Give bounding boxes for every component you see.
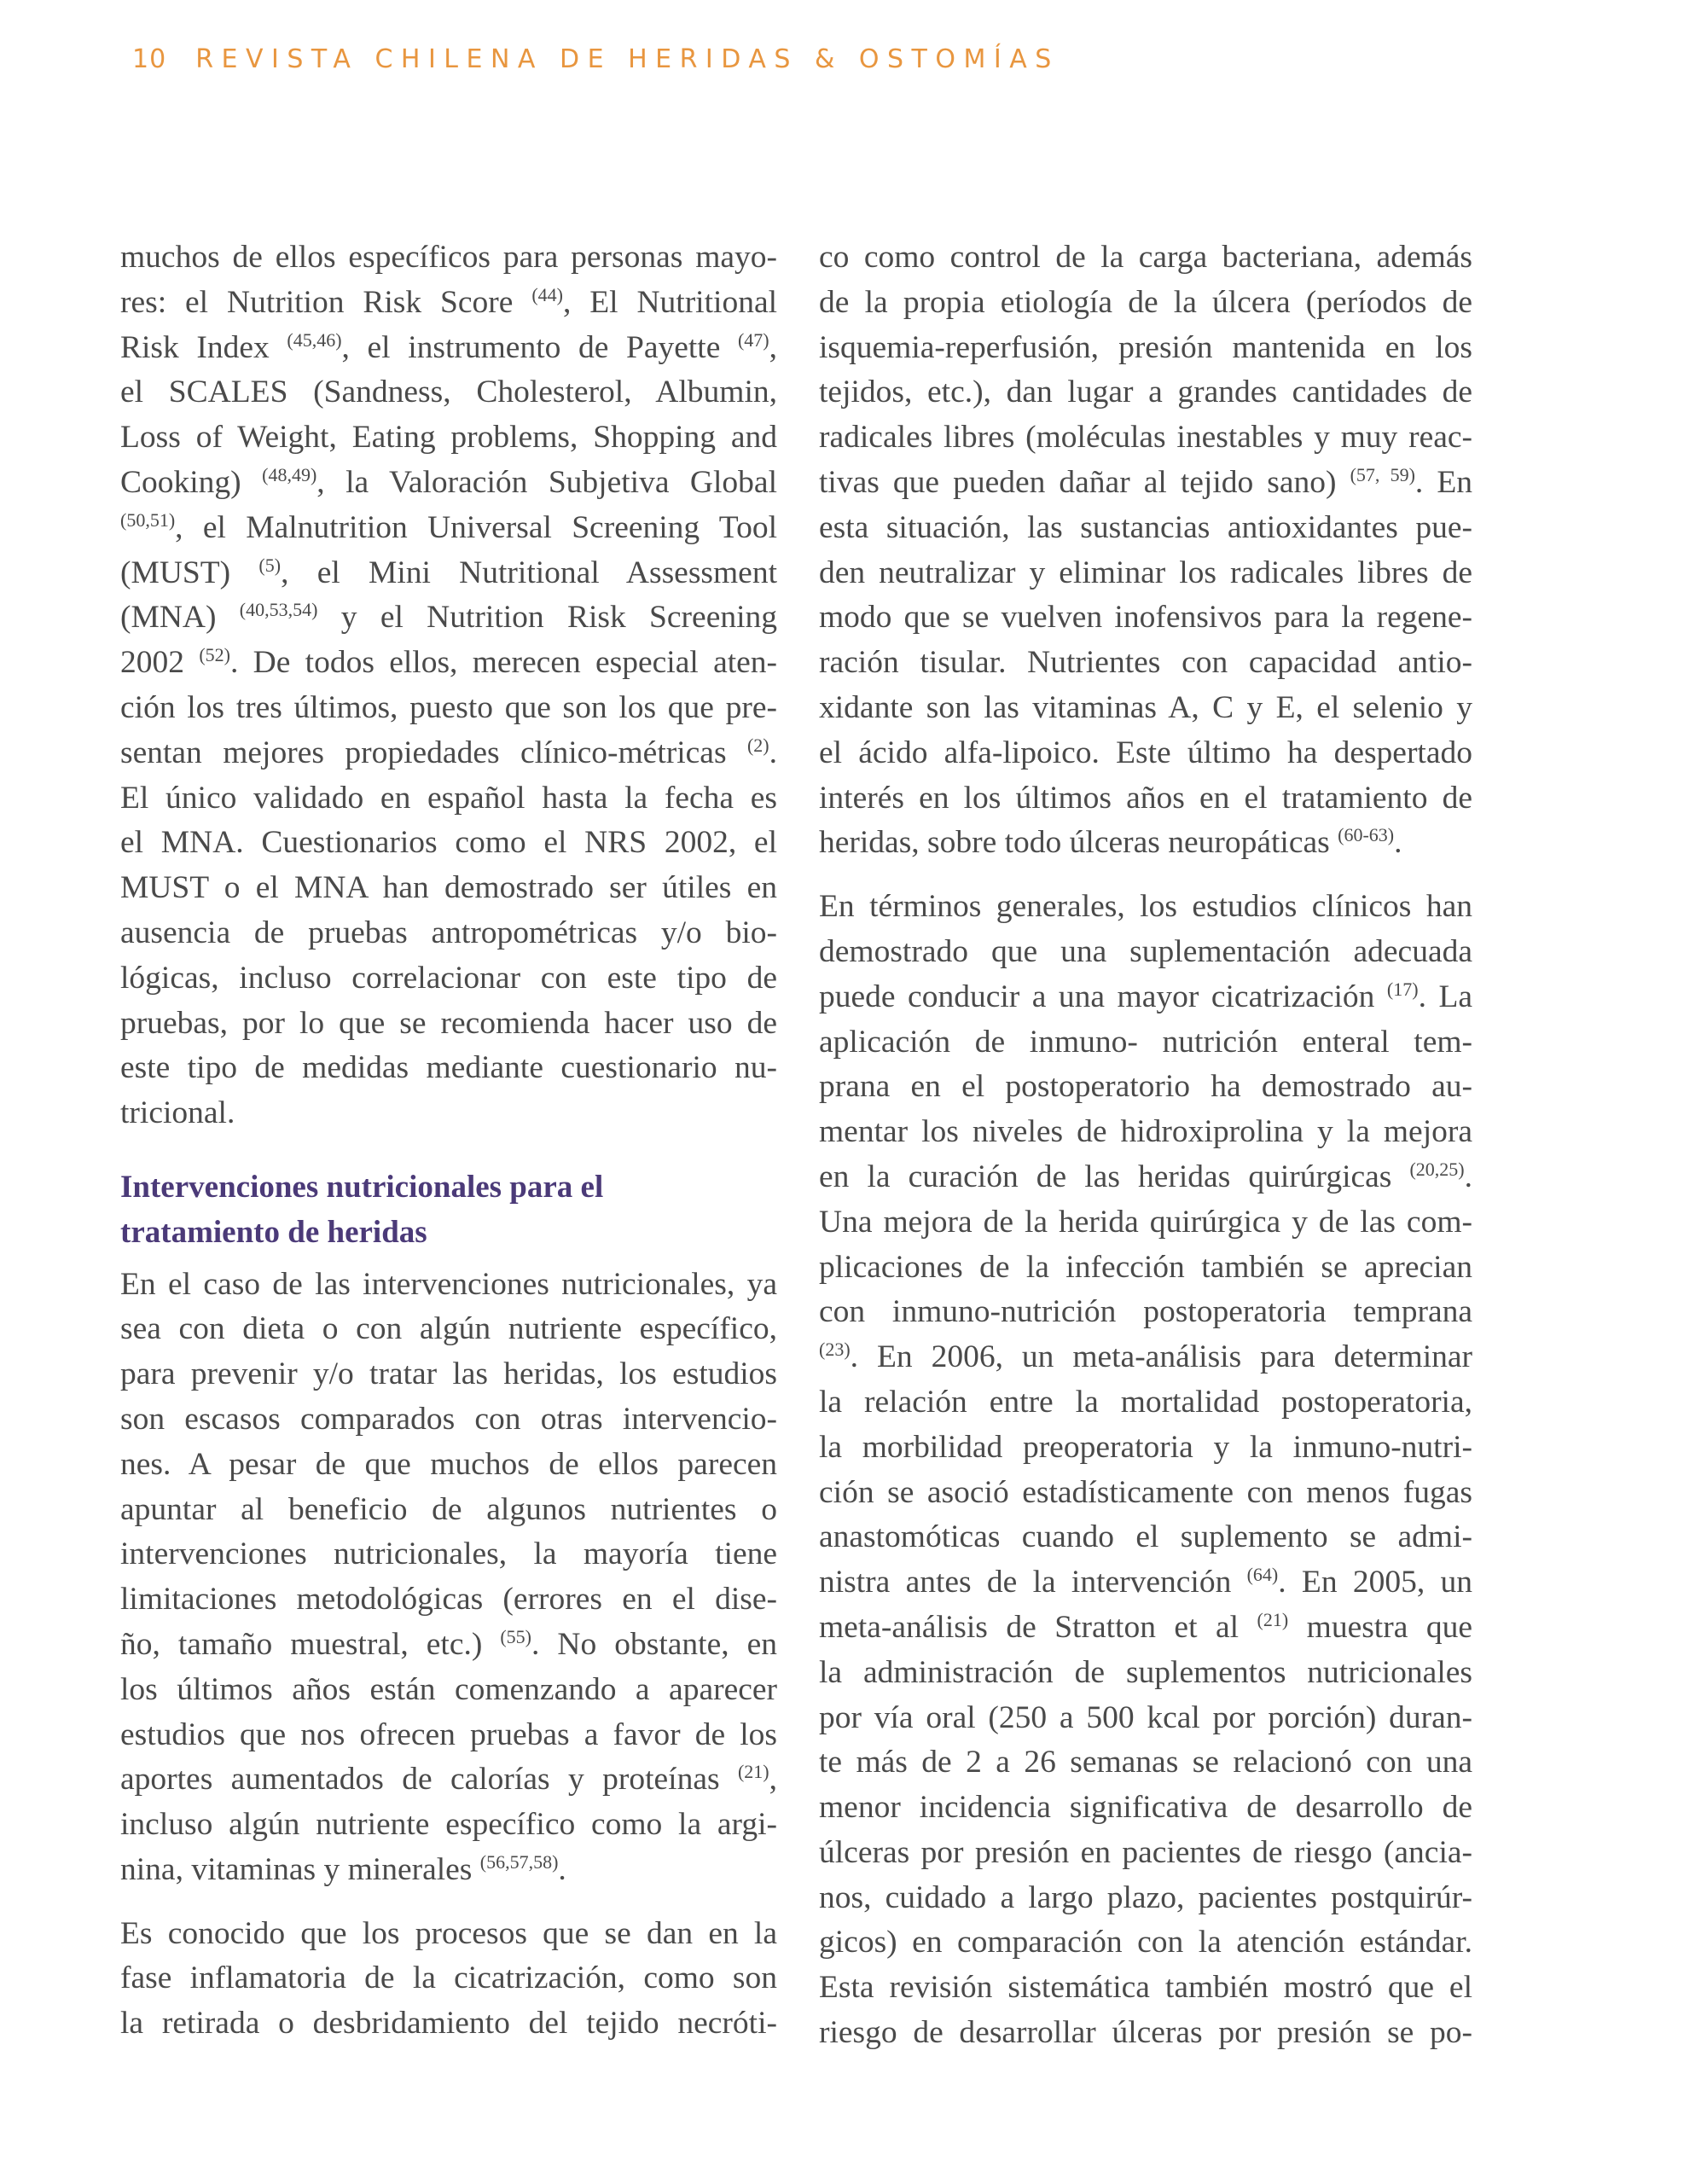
- line-text: ,: [769, 1762, 777, 1798]
- text-line: [120, 1848, 777, 1893]
- text-line: [120, 776, 777, 822]
- line-text: estudios que nos ofrecen pruebas a favor de los: [120, 1716, 777, 1752]
- line-text: , la Valoración Subjetiva Global: [316, 464, 777, 500]
- line-text: .: [558, 1851, 566, 1887]
- line-text: este tipo de medidas mediante cuestionario nu-: [120, 1050, 777, 1086]
- line-text: ración tisular. Nutrientes con capacidad antio-: [819, 645, 1472, 681]
- text-line: [120, 1307, 777, 1352]
- text-line: [819, 2011, 1472, 2056]
- line-text: de la propia etiología de la úlcera (períodos de: [819, 284, 1472, 320]
- line-text: la morbilidad preoperatoria y la inmuno-nutri-: [819, 1429, 1472, 1465]
- text-line: [120, 1002, 777, 1047]
- line-text: den neutralizar y eliminar los radicales libres de: [819, 555, 1472, 590]
- text-line: [120, 2001, 777, 2047]
- text-line: [819, 1515, 1472, 1560]
- paragraph: [120, 235, 777, 1136]
- line-text: úlceras por presión en pacientes de riesgo (ancia-: [819, 1834, 1472, 1870]
- line-text: intervenciones nutricionales, la mayoría tiene: [120, 1536, 777, 1572]
- text-line: [819, 1471, 1472, 1516]
- line-text: son escasos comparados con otras intervencio-: [120, 1401, 777, 1437]
- text-line: [120, 326, 777, 371]
- line-text: prana en el postoperatorio ha demostrado au-: [819, 1069, 1472, 1105]
- text-line: [819, 415, 1472, 461]
- citation-reference: (47): [737, 328, 769, 351]
- text-line: [819, 1290, 1472, 1335]
- text-line: [819, 326, 1472, 371]
- text-line: [819, 930, 1472, 975]
- heading-line: Intervenciones nutricionales para el: [120, 1169, 604, 1205]
- text-line: [819, 1831, 1472, 1876]
- citation-reference: (21): [1257, 1608, 1289, 1630]
- line-text: , el Malnutrition Universal Screening Tool: [175, 509, 777, 545]
- text-line: [819, 506, 1472, 551]
- text-line: [819, 975, 1472, 1020]
- text-line: [120, 1912, 777, 1957]
- text-line: [120, 1577, 777, 1623]
- line-text: ño, tamaño muestral, etc.): [120, 1626, 501, 1662]
- line-text: tricional.: [120, 1095, 235, 1131]
- line-text: .: [1394, 825, 1402, 861]
- text-line: [819, 1110, 1472, 1155]
- text-line: [819, 595, 1472, 641]
- line-text: . En 2006, un meta-análisis para determinar: [850, 1339, 1472, 1375]
- line-text: limitaciones metodológicas (errores en el dise-: [120, 1582, 777, 1618]
- text-line: [120, 1488, 777, 1533]
- journal-title: REVISTA CHILENA DE HERIDAS & OSTOMÍAS: [195, 44, 1060, 74]
- line-text: En el caso de las intervenciones nutricionales, ya: [120, 1266, 777, 1302]
- line-text: , el Mini Nutritional Assessment: [281, 555, 777, 590]
- text-line: [819, 885, 1472, 930]
- line-text: apuntar al beneficio de algunos nutrientes o: [120, 1491, 777, 1527]
- text-line: [819, 370, 1472, 415]
- line-text: meta-análisis de Stratton et al: [819, 1609, 1257, 1645]
- line-text: aplicación de inmuno- nutrición enteral tem-: [819, 1024, 1472, 1060]
- text-line: [819, 1246, 1472, 1291]
- line-text: y el Nutrition Risk Screening: [317, 600, 778, 636]
- line-text: res: el Nutrition Risk Score: [120, 284, 532, 320]
- text-line: [819, 1335, 1472, 1380]
- heading-line: tratamiento de heridas: [120, 1214, 427, 1250]
- line-text: gicos) en comparación con la atención estándar.: [819, 1925, 1472, 1960]
- spacer: [120, 1893, 777, 1912]
- line-text: Esta revisión sistemática también mostró que el: [819, 1970, 1472, 2006]
- left-column: [120, 235, 777, 2047]
- line-text: Es conocido que los procesos que se dan en la: [120, 1915, 777, 1951]
- text-line: [819, 1740, 1472, 1786]
- line-text: tivas que pueden dañar al tejido sano): [819, 464, 1350, 500]
- paragraph: [819, 885, 1472, 2056]
- line-text: . En 2005, un: [1278, 1565, 1472, 1600]
- citation-reference: (40,53,54): [239, 599, 318, 621]
- text-line: [120, 731, 777, 776]
- line-text: En términos generales, los estudios clínicos han: [819, 889, 1472, 925]
- text-line: [120, 1532, 777, 1577]
- line-text: ausencia de pruebas antropométricas y/o bio-: [120, 915, 777, 950]
- line-text: ,: [769, 329, 777, 365]
- line-text: . De todos ellos, merecen especial aten-: [229, 645, 778, 681]
- line-text: nos, cuidado a largo plazo, pacientes postquirúr-: [819, 1879, 1472, 1915]
- line-text: heridas, sobre todo úlceras neuropáticas: [819, 825, 1338, 861]
- line-text: muestra que: [1288, 1609, 1472, 1645]
- line-text: con inmuno-nutrición postoperatoria temprana: [819, 1294, 1472, 1330]
- citation-reference: (55): [500, 1625, 532, 1647]
- line-text: demostrado que una suplementación adecuada: [819, 933, 1472, 969]
- line-text: por vía oral (250 a 500 kcal por porción) duran-: [819, 1699, 1472, 1735]
- line-text: plicaciones de la infección también se aprecian: [819, 1249, 1472, 1285]
- line-text: el MNA. Cuestionarios como el NRS 2002, el: [120, 825, 777, 861]
- line-text: interés en los últimos años en el tratamiento de: [819, 780, 1472, 816]
- line-text: nistra antes de la intervención: [819, 1565, 1247, 1600]
- line-text: .: [1464, 1159, 1472, 1194]
- line-text: la relación entre la mortalidad postoperatoria,: [819, 1384, 1472, 1420]
- text-line: [120, 1046, 777, 1091]
- citation-reference: (48,49): [262, 463, 317, 485]
- line-text: (MUST): [120, 555, 259, 590]
- text-line: [819, 1876, 1472, 1921]
- text-line: [819, 1200, 1472, 1246]
- citation-reference: (52): [199, 644, 230, 666]
- line-text: la administración de suplementos nutricionales: [819, 1654, 1472, 1690]
- line-text: esta situación, las sustancias antioxidantes pue-: [819, 509, 1472, 545]
- line-text: te más de 2 a 26 semanas se relacionó con una: [819, 1745, 1472, 1780]
- citation-reference: (45,46): [287, 328, 342, 351]
- text-line: [120, 370, 777, 415]
- citation-reference: (23): [819, 1339, 851, 1361]
- line-text: MUST o el MNA han demostrado ser útiles en: [120, 870, 777, 906]
- text-line: [819, 1651, 1472, 1696]
- text-line: [819, 1155, 1472, 1200]
- line-text: . No obstante, en: [531, 1626, 777, 1662]
- text-line: [120, 1668, 777, 1713]
- text-line: [120, 641, 777, 686]
- line-text: el ácido alfa-lipoico. Este último ha despertado: [819, 735, 1472, 770]
- text-line: [120, 866, 777, 911]
- citation-reference: (64): [1246, 1564, 1279, 1586]
- text-line: [120, 1803, 777, 1848]
- text-line: [819, 1786, 1472, 1831]
- text-line: [120, 1091, 777, 1136]
- text-line: [120, 1757, 777, 1803]
- line-text: Cooking): [120, 464, 263, 500]
- text-line: [120, 1352, 777, 1397]
- line-text: muchos de ellos específicos para personas mayo-: [120, 240, 777, 275]
- text-line: [120, 281, 777, 326]
- line-text: la retirada o desbridamiento del tejido necróti-: [120, 2006, 777, 2042]
- line-text: Risk Index: [120, 329, 287, 365]
- line-text: pruebas, por lo que se recomienda hacer uso de: [120, 1005, 777, 1041]
- text-line: [120, 686, 777, 731]
- line-text: xidante son las vitaminas A, C y E, el selenio y: [819, 689, 1472, 725]
- text-line: [120, 911, 777, 956]
- line-text: (MNA): [120, 600, 240, 636]
- line-text: anastomóticas cuando el suplemento se admi-: [819, 1519, 1472, 1555]
- line-text: en la curación de las heridas quirúrgicas: [819, 1159, 1410, 1194]
- text-line: [120, 1443, 777, 1488]
- line-text: los últimos años están comenzando a aparecer: [120, 1671, 777, 1707]
- text-line: [120, 235, 777, 281]
- citation-reference: (44): [531, 283, 563, 305]
- citation-reference: (2): [746, 734, 769, 756]
- line-text: sea con dieta o con algún nutriente específico,: [120, 1311, 777, 1347]
- text-line: [819, 235, 1472, 281]
- line-text: lógicas, incluso correlacionar con este tipo de: [120, 960, 777, 996]
- paragraph: [120, 1912, 777, 2047]
- text-line: [819, 776, 1472, 822]
- line-text: ción los tres últimos, puesto que son los que pre-: [120, 689, 777, 725]
- line-text: . La: [1418, 979, 1472, 1014]
- text-line: [120, 506, 777, 551]
- spacer: [120, 1256, 777, 1263]
- text-line: [819, 1920, 1472, 1966]
- text-line: [120, 956, 777, 1002]
- text-line: [819, 1380, 1472, 1426]
- line-text: El único validado en español hasta la fecha es: [120, 780, 777, 816]
- text-line: [819, 1696, 1472, 1741]
- right-column: [819, 235, 1472, 2056]
- line-text: co como control de la carga bacteriana, además: [819, 240, 1472, 275]
- citation-reference: (56,57,58): [479, 1850, 559, 1873]
- line-text: ción se asoció estadísticamente con menos fugas: [819, 1474, 1472, 1510]
- text-line: [819, 1065, 1472, 1110]
- citation-reference: (20,25): [1409, 1158, 1465, 1180]
- citation-reference: (57, 59): [1350, 463, 1415, 485]
- line-text: Loss of Weight, Eating problems, Shopping and: [120, 420, 777, 456]
- text-line: [120, 1956, 777, 2001]
- text-line: [819, 1966, 1472, 2011]
- text-line: [120, 595, 777, 641]
- spacer: [120, 1136, 777, 1165]
- text-line: [819, 641, 1472, 686]
- citation-reference: (5): [258, 554, 282, 576]
- line-text: radicales libres (moléculas inestables y muy reac-: [819, 420, 1472, 456]
- line-text: el SCALES (Sandness, Cholesterol, Albumin,: [120, 375, 777, 410]
- spacer: [819, 866, 1472, 885]
- text-line: [120, 821, 777, 866]
- paragraph: [120, 1263, 777, 1893]
- text-line: [819, 1606, 1472, 1651]
- text-line: [819, 1560, 1472, 1606]
- text-line: [120, 1263, 777, 1308]
- line-text: , El Nutritional: [562, 284, 778, 320]
- line-text: riesgo de desarrollar úlceras por presión se po-: [819, 2015, 1472, 2051]
- line-text: para prevenir y/o tratar las heridas, los estudios: [120, 1356, 777, 1392]
- text-line: [120, 551, 777, 596]
- citation-reference: (50,51): [120, 508, 176, 531]
- text-line: [120, 415, 777, 461]
- text-line: [120, 1713, 777, 1758]
- text-line: [819, 821, 1472, 866]
- text-line: [819, 686, 1472, 731]
- running-header: [132, 44, 1060, 74]
- text-line: [120, 1623, 777, 1668]
- line-text: aportes aumentados de calorías y proteínas: [120, 1762, 738, 1798]
- line-text: modo que se vuelven inofensivos para la regene-: [819, 600, 1472, 636]
- line-text: nes. A pesar de que muchos de ellos parecen: [120, 1446, 777, 1482]
- citation-reference: (17): [1386, 978, 1419, 1000]
- line-text: nina, vitaminas y minerales: [120, 1851, 480, 1887]
- line-text: puede conducir a una mayor cicatrización: [819, 979, 1387, 1014]
- text-line: [819, 551, 1472, 596]
- citation-reference: (21): [737, 1761, 769, 1783]
- paragraph: [819, 235, 1472, 866]
- text-line: [819, 281, 1472, 326]
- line-text: .: [769, 735, 777, 770]
- line-text: tejidos, etc.), dan lugar a grandes cantidades de: [819, 375, 1472, 410]
- line-text: menor incidencia significativa de desarrollo de: [819, 1790, 1472, 1826]
- line-text: isquemia-reperfusión, presión mantenida en los: [819, 329, 1472, 365]
- line-text: sentan mejores propiedades clínico-métricas: [120, 735, 747, 770]
- text-line: [819, 1426, 1472, 1471]
- text-line: [819, 461, 1472, 506]
- text-line: [819, 731, 1472, 776]
- citation-reference: (60-63): [1338, 824, 1395, 846]
- line-text: Una mejora de la herida quirúrgica y de las com-: [819, 1204, 1472, 1240]
- line-text: fase inflamatoria de la cicatrización, como son: [120, 1960, 777, 1996]
- section-heading: [120, 1165, 777, 1256]
- line-text: , el instrumento de Payette: [341, 329, 738, 365]
- text-line: [120, 461, 777, 506]
- line-text: mentar los niveles de hidroxiprolina y la mejora: [819, 1114, 1472, 1150]
- text-line: [819, 1020, 1472, 1066]
- line-text: incluso algún nutriente específico como la argi-: [120, 1807, 777, 1843]
- text-line: [120, 1397, 777, 1443]
- line-text: . En: [1414, 464, 1472, 500]
- page-number: 10: [132, 44, 167, 74]
- line-text: 2002: [120, 645, 200, 681]
